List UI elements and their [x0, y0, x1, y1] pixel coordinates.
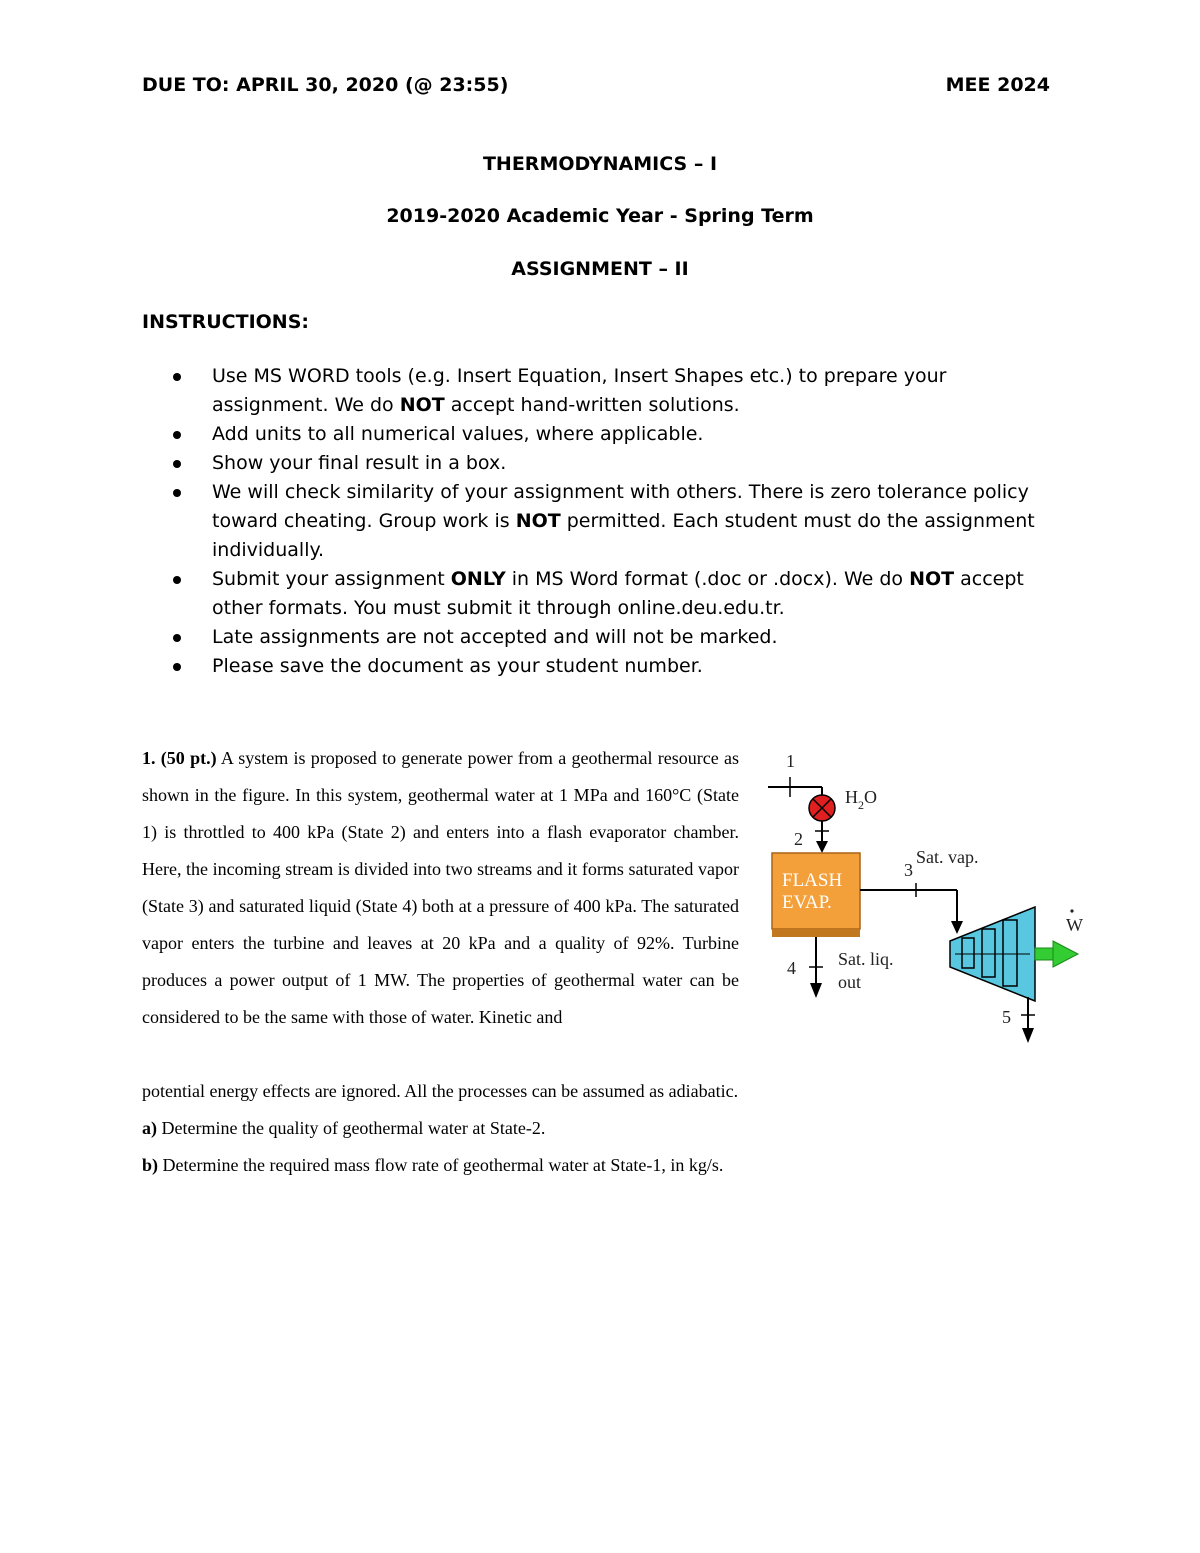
flash-evaporator-base [772, 929, 860, 937]
work-label: W [1066, 915, 1083, 935]
sat-vapor-label: Sat. vap. [916, 847, 979, 867]
problem-tail [142, 1073, 1042, 1184]
arrow-state4-icon [810, 983, 822, 998]
evaporator-label-2: EVAP. [782, 892, 832, 913]
bullet-icon [173, 460, 181, 468]
instructions-label: INSTRUCTIONS: [142, 311, 309, 333]
list-item: Show your final result in a box. [142, 449, 1042, 478]
bullet-icon [173, 576, 181, 584]
bullet-icon [173, 634, 181, 642]
part-b: b) Determine the required mass flow rate of geothermal water at State-1, in kg/s. [142, 1155, 724, 1175]
instructions-list [142, 362, 1042, 681]
arrow-state3-icon [951, 921, 963, 934]
problem-tail-text: potential energy effects are ignored. All the processes can be assumed as adiabatic. [142, 1081, 739, 1101]
bullet-icon [173, 663, 181, 671]
due-date: DUE TO: APRIL 30, 2020 (@ 23:55) [142, 74, 509, 96]
list-item: Add units to all numerical values, where applicable. [142, 420, 1042, 449]
state1-label: 1 [786, 751, 795, 771]
problem-number: 1. (50 pt.) [142, 748, 217, 768]
course-title: THERMODYNAMICS – I [482, 153, 718, 175]
sat-liquid-label-1: Sat. liq. [838, 949, 894, 969]
bullet-icon [173, 431, 181, 439]
sat-liquid-label-2: out [838, 972, 862, 992]
list-item: Use MS WORD tools (e.g. Insert Equation, Insert Shapes etc.) to prepare your assignment. We do NOT accept hand-written solutions. [142, 362, 1042, 420]
list-item: Late assignments are not accepted and will not be marked. [142, 623, 1042, 652]
work-arrow-icon [1035, 941, 1078, 967]
arrow-state5-icon [1022, 1028, 1034, 1043]
problem-text: A system is proposed to generate power from a geothermal resource as shown in the figure. In this system, geothermal water at 1 MPa and 160°C (State 1) is throttled to 400 kPa (State 2) and enters into a flash evaporator chamber. Here, the incoming stream is divided into two streams and it forms saturated vapor (State 3) and saturated liquid (State 4) both at a pressure of 400 kPa. The saturated vapor enters the turbine and leaves at 20 kPa and a quality of 92%. Turbine produces a power output of 1 MW. The properties of geothermal water can be considered to be the same with those of water. Kinetic and [142, 748, 739, 1027]
course-code: MEE 2024 [945, 74, 1050, 96]
list-item: We will check similarity of your assignment with others. There is zero tolerance policy toward cheating. Group work is NOT permitted. Each student must do the assignment individually. [142, 478, 1042, 565]
state3-label: 3 [904, 860, 913, 880]
evaporator-label-1: FLASH [782, 870, 843, 891]
state5-label: 5 [1002, 1007, 1011, 1027]
state2-label: 2 [794, 829, 803, 849]
problem-statement [142, 740, 739, 1036]
bullet-icon [173, 489, 181, 497]
list-item: Please save the document as your student number. [142, 652, 1042, 681]
geothermal-system-diagram [760, 745, 1100, 1050]
h2o-label: $H_2O$ [845, 787, 877, 812]
work-dot-icon [1070, 909, 1073, 912]
assignment-title: ASSIGNMENT – II [511, 258, 689, 280]
flash-evaporator [772, 853, 860, 929]
term-title: 2019-2020 Academic Year - Spring Term [386, 205, 814, 227]
state4-label: 4 [787, 958, 796, 978]
arrow-state2-icon [816, 841, 828, 853]
bullet-icon [173, 373, 181, 381]
throttle-valve-icon [809, 795, 835, 821]
list-item: Submit your assignment ONLY in MS Word format (.doc or .docx). We do NOT accept other formats. You must submit it through online.deu.edu.tr. [142, 565, 1042, 623]
part-a: a) Determine the quality of geothermal water at State-2. [142, 1118, 546, 1138]
